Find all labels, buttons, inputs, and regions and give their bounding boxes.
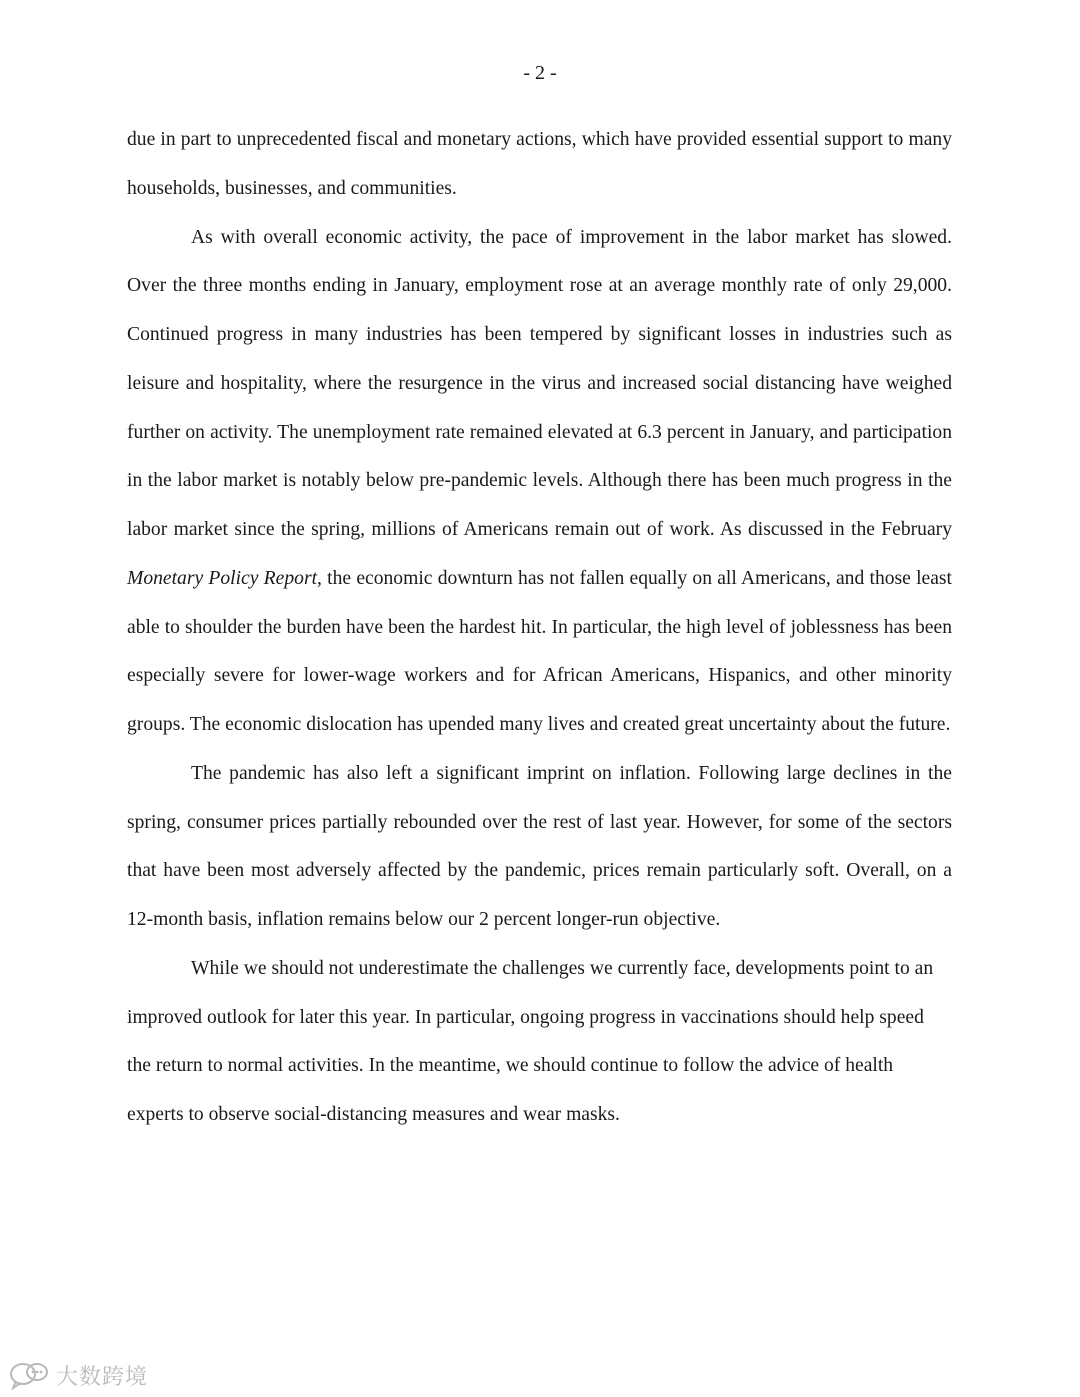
- paragraph-2-text-before: As with overall economic activity, the pace of improvement in the labor market has slowed. Over the three months ending in January, employment rose at an average monthly rate of only 29,000. Continued progress in many industries has been tempered by significant losses in industries such as leisure and hospitality, where the resurgence in the virus and increased social distancing have weighed further on activity. The unemployment rate remained elevated at 6.3 percent in January, and participation in the labor market is notably below pre-pandemic levels. Although there has been much progress in the labor market since the spring, millions of Americans remain out of work. As discussed in the February: [127, 226, 952, 540]
- watermark: [8, 1360, 148, 1391]
- report-title-italic: Monetary Policy Report,: [127, 567, 322, 589]
- paragraph-2: [127, 214, 952, 750]
- paragraph-3: The pandemic has also left a significant imprint on inflation. Following large declines in the spring, consumer prices partially rebounded over the rest of last year. However, for some of the sectors that have been most adversely affected by the pandemic, prices remain particularly soft. Overall, on a 12-month basis, inflation remains below our 2 percent longer-run objective.: [127, 762, 952, 930]
- paragraph-4: While we should not underestimate the challenges we currently face, developments point to an improved outlook for later this year. In particular, ongoing progress in vaccinations should help speed the return to normal activities. In the meantime, we should continue to follow the advice of health experts to observe social-distancing measures and wear masks.: [127, 957, 934, 1125]
- page-number: - 2 -: [523, 62, 557, 84]
- watermark-text: 大数跨境: [56, 1365, 149, 1390]
- paragraph-1: due in part to unprecedented fiscal and monetary actions, which have provided essential support to many households, businesses, and communities.: [127, 129, 952, 199]
- document-body: [127, 116, 952, 1140]
- paragraph-2-text-after: the economic downturn has not fallen equally on all Americans, and those least able to shoulder the burden have been the hardest hit. In particular, the high level of joblessness has been especially severe for lower-wage workers and for African Americans, Hispanics, and other minority groups. The economic dislocation has upended many lives and created great uncertainty about the future.: [127, 567, 952, 735]
- chat-bubble-logo-icon: [8, 1361, 52, 1391]
